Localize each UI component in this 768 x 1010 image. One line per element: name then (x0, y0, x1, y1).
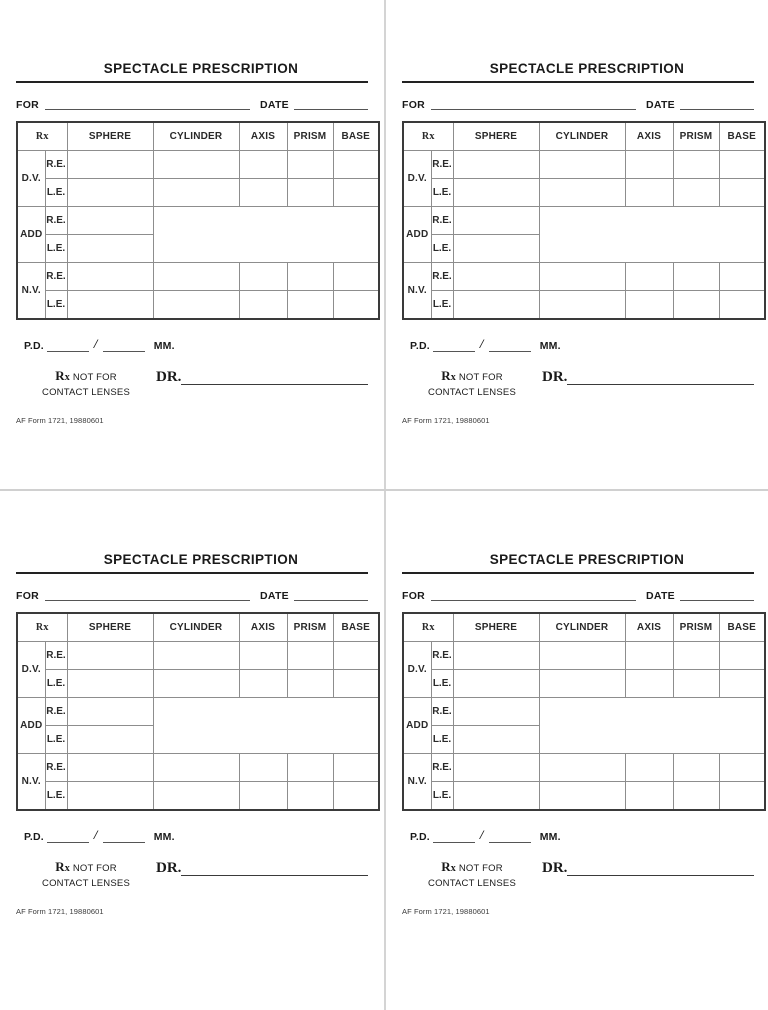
rx-symbol-icon: Rx (55, 859, 70, 875)
row-label-nv: N.V. (403, 263, 431, 320)
cell-nv-le-prism[interactable] (673, 291, 719, 320)
cell-add-merged[interactable] (539, 698, 765, 754)
pd-unit: MM. (153, 340, 175, 353)
cell-dv-le-axis[interactable] (239, 179, 287, 207)
notice-line-1: NOT FOR (458, 372, 503, 384)
page-title: SPECTACLE PRESCRIPTION (103, 552, 299, 567)
cell-dv-re-sphere[interactable] (67, 151, 153, 179)
cell-nv-re-cylinder[interactable] (153, 754, 239, 782)
cell-dv-le-base[interactable] (719, 670, 765, 698)
contact-lens-notice (402, 857, 542, 891)
cell-nv-le-base[interactable] (333, 291, 379, 320)
cell-dv-re-sphere[interactable] (453, 642, 539, 670)
cell-dv-le-prism[interactable] (287, 670, 333, 698)
cell-add-merged[interactable] (539, 207, 765, 263)
row-label-add-re: R.E. (45, 207, 67, 235)
cell-nv-re-prism[interactable] (673, 263, 719, 291)
patient-input[interactable] (45, 97, 250, 110)
prescription-form (402, 552, 757, 917)
column-header-axis: AXIS (239, 122, 287, 151)
notice-line-1: NOT FOR (72, 372, 117, 384)
doctor-signature-input[interactable] (181, 864, 368, 876)
row-label-nv: N.V. (17, 754, 45, 811)
table-row-dv-le (403, 179, 765, 207)
cell-dv-le-axis[interactable] (239, 670, 287, 698)
form-footer (16, 857, 368, 891)
pd-right-input[interactable] (433, 831, 475, 843)
rx-symbol-icon: Rx (55, 368, 70, 384)
pd-separator: / (479, 827, 484, 843)
notice-line-1: NOT FOR (72, 863, 117, 875)
cell-dv-re-base[interactable] (333, 642, 379, 670)
patient-input[interactable] (431, 97, 636, 110)
pd-label: P.D. (24, 340, 44, 353)
table-row-add-re (17, 207, 379, 235)
row-label-nv-re: R.E. (431, 263, 453, 291)
patient-label: FOR (402, 99, 426, 112)
table-header-row (403, 613, 765, 642)
cell-dv-le-prism[interactable] (673, 179, 719, 207)
table-header-row (403, 122, 765, 151)
pd-left-input[interactable] (103, 340, 145, 352)
column-header-base: BASE (333, 613, 379, 642)
row-label-nv-re: R.E. (45, 754, 67, 782)
column-header-rx: Rx (17, 122, 67, 151)
patient-input[interactable] (45, 588, 250, 601)
cell-dv-re-axis[interactable] (239, 642, 287, 670)
row-label-dv-le: L.E. (45, 670, 67, 698)
patient-label: FOR (402, 590, 426, 603)
cell-add-re-sphere[interactable] (453, 207, 539, 235)
cell-nv-le-prism[interactable] (673, 782, 719, 811)
cell-nv-re-prism[interactable] (287, 263, 333, 291)
contact-lens-notice (402, 366, 542, 400)
cell-dv-re-axis[interactable] (625, 151, 673, 179)
prescription-form-copy-2 (386, 0, 768, 489)
column-header-base: BASE (719, 613, 765, 642)
cell-nv-re-sphere[interactable] (67, 754, 153, 782)
row-label-nv-le: L.E. (431, 291, 453, 320)
cell-nv-re-base[interactable] (719, 263, 765, 291)
row-label-dv-re: R.E. (45, 642, 67, 670)
table-row-nv-re (403, 754, 765, 782)
date-label: DATE (259, 99, 289, 112)
doctor-label: DR. (156, 860, 182, 877)
row-label-dv: D.V. (403, 151, 431, 207)
cell-nv-re-axis[interactable] (625, 263, 673, 291)
column-header-cylinder: CYLINDER (539, 122, 625, 151)
cell-dv-le-cylinder[interactable] (153, 179, 239, 207)
pupillary-distance-row (402, 827, 754, 843)
cell-nv-re-base[interactable] (333, 263, 379, 291)
patient-date-row (16, 588, 368, 602)
cell-nv-le-axis[interactable] (239, 291, 287, 320)
row-label-dv-re: R.E. (45, 151, 67, 179)
pd-unit: MM. (539, 831, 561, 844)
prescription-form (16, 552, 371, 917)
row-label-add-le: L.E. (45, 726, 67, 754)
pd-label: P.D. (410, 340, 430, 353)
table-row-dv-le (17, 179, 379, 207)
cell-nv-le-axis[interactable] (625, 291, 673, 320)
column-header-sphere: SPHERE (453, 613, 539, 642)
pd-left-input[interactable] (103, 831, 145, 843)
pd-right-input[interactable] (433, 340, 475, 352)
title-rule (402, 572, 754, 575)
cell-add-le-sphere[interactable] (453, 726, 539, 754)
title-rule (16, 81, 368, 84)
patient-label: FOR (16, 99, 40, 112)
cell-add-merged[interactable] (153, 207, 379, 263)
cell-dv-re-cylinder[interactable] (153, 642, 239, 670)
notice-line-1: NOT FOR (458, 863, 503, 875)
cell-nv-re-sphere[interactable] (453, 754, 539, 782)
cell-dv-le-prism[interactable] (673, 670, 719, 698)
form-identifier: AF Form 1721, 19880601 (402, 907, 490, 917)
doctor-signature-block (156, 857, 368, 876)
cell-dv-le-cylinder[interactable] (539, 670, 625, 698)
doctor-label: DR. (542, 860, 568, 877)
cell-nv-re-axis[interactable] (239, 263, 287, 291)
prescription-form-copy-4 (386, 491, 768, 980)
date-input[interactable] (294, 588, 368, 601)
cell-dv-le-axis[interactable] (625, 670, 673, 698)
cell-nv-re-prism[interactable] (287, 754, 333, 782)
title-rule (16, 572, 368, 575)
cell-nv-le-base[interactable] (333, 782, 379, 811)
form-identifier: AF Form 1721, 19880601 (16, 416, 104, 426)
column-header-prism: PRISM (287, 122, 333, 151)
column-header-prism: PRISM (673, 122, 719, 151)
cell-dv-le-axis[interactable] (625, 179, 673, 207)
pd-label: P.D. (24, 831, 44, 844)
column-header-prism: PRISM (673, 613, 719, 642)
patient-date-row (16, 97, 368, 111)
title-rule (402, 81, 754, 84)
table-row-dv-le (403, 670, 765, 698)
row-label-add-re: R.E. (45, 698, 67, 726)
column-header-axis: AXIS (625, 122, 673, 151)
cell-dv-le-sphere[interactable] (67, 670, 153, 698)
prescription-table (402, 612, 766, 811)
cell-nv-le-sphere[interactable] (453, 782, 539, 811)
notice-line-2: CONTACT LENSES (42, 386, 130, 398)
doctor-signature-block (542, 857, 754, 876)
table-row-nv-le (403, 291, 765, 320)
cell-dv-re-cylinder[interactable] (539, 151, 625, 179)
cell-dv-re-cylinder[interactable] (153, 151, 239, 179)
cell-nv-le-cylinder[interactable] (153, 782, 239, 811)
cell-dv-re-cylinder[interactable] (539, 642, 625, 670)
pupillary-distance-row (402, 336, 754, 352)
notice-line-2: CONTACT LENSES (428, 877, 516, 889)
cell-dv-le-prism[interactable] (287, 179, 333, 207)
cell-add-le-sphere[interactable] (67, 726, 153, 754)
column-header-sphere: SPHERE (453, 122, 539, 151)
column-header-rx: Rx (403, 122, 453, 151)
pupillary-distance-row (16, 336, 368, 352)
row-label-dv-re: R.E. (431, 642, 453, 670)
cell-dv-re-base[interactable] (333, 151, 379, 179)
cell-dv-le-cylinder[interactable] (153, 670, 239, 698)
cell-nv-re-base[interactable] (719, 754, 765, 782)
cell-nv-le-sphere[interactable] (67, 782, 153, 811)
table-row-dv-re (403, 151, 765, 179)
table-row-dv-re (403, 642, 765, 670)
row-label-nv: N.V. (403, 754, 431, 811)
table-header-row (17, 122, 379, 151)
column-header-sphere: SPHERE (67, 122, 153, 151)
table-row-nv-le (403, 782, 765, 811)
prescription-table (16, 121, 380, 320)
doctor-signature-input[interactable] (567, 373, 754, 385)
row-label-dv-re: R.E. (431, 151, 453, 179)
cell-nv-le-cylinder[interactable] (539, 782, 625, 811)
cell-dv-re-base[interactable] (719, 151, 765, 179)
cell-add-re-sphere[interactable] (67, 698, 153, 726)
page-title: SPECTACLE PRESCRIPTION (489, 61, 685, 76)
cell-nv-le-prism[interactable] (287, 782, 333, 811)
table-row-nv-le (17, 782, 379, 811)
cell-nv-le-sphere[interactable] (67, 291, 153, 320)
patient-date-row (402, 588, 754, 602)
pd-left-input[interactable] (489, 831, 531, 843)
cell-nv-re-axis[interactable] (239, 754, 287, 782)
table-row-add-re (17, 698, 379, 726)
page-title: SPECTACLE PRESCRIPTION (103, 61, 299, 76)
row-label-dv: D.V. (17, 642, 45, 698)
cell-nv-re-cylinder[interactable] (153, 263, 239, 291)
cell-nv-re-sphere[interactable] (67, 263, 153, 291)
row-label-add: ADD (17, 698, 45, 754)
row-label-add-le: L.E. (45, 235, 67, 263)
cell-dv-re-prism[interactable] (287, 151, 333, 179)
date-input[interactable] (680, 588, 754, 601)
column-header-rx: Rx (403, 613, 453, 642)
form-identifier: AF Form 1721, 19880601 (402, 416, 490, 426)
cell-dv-le-base[interactable] (333, 670, 379, 698)
cell-nv-le-axis[interactable] (625, 782, 673, 811)
cell-dv-re-prism[interactable] (287, 642, 333, 670)
page-title: SPECTACLE PRESCRIPTION (489, 552, 685, 567)
row-label-add: ADD (403, 698, 431, 754)
table-row-dv-re (17, 642, 379, 670)
prescription-form-copy-3 (0, 491, 384, 980)
cell-add-le-sphere[interactable] (67, 235, 153, 263)
pd-unit: MM. (539, 340, 561, 353)
row-label-add-le: L.E. (431, 235, 453, 263)
table-header-row (17, 613, 379, 642)
date-label: DATE (645, 99, 675, 112)
doctor-signature-block (542, 366, 754, 385)
cell-add-re-sphere[interactable] (67, 207, 153, 235)
pd-right-input[interactable] (47, 340, 89, 352)
cell-nv-re-cylinder[interactable] (539, 263, 625, 291)
doctor-label: DR. (156, 369, 182, 386)
cell-nv-le-cylinder[interactable] (539, 291, 625, 320)
prescription-form-copy-1 (0, 0, 384, 489)
patient-date-row (402, 97, 754, 111)
cell-dv-re-axis[interactable] (625, 642, 673, 670)
pd-separator: / (479, 336, 484, 352)
row-label-dv-le: L.E. (431, 179, 453, 207)
cell-nv-re-axis[interactable] (625, 754, 673, 782)
rx-symbol-icon: Rx (441, 368, 456, 384)
pd-separator: / (93, 336, 98, 352)
cell-nv-le-prism[interactable] (287, 291, 333, 320)
prescription-table (16, 612, 380, 811)
column-header-base: BASE (333, 122, 379, 151)
cell-nv-le-base[interactable] (719, 291, 765, 320)
form-footer (402, 857, 754, 891)
cell-dv-re-axis[interactable] (239, 151, 287, 179)
cell-dv-le-base[interactable] (333, 179, 379, 207)
doctor-signature-block (156, 366, 368, 385)
patient-input[interactable] (431, 588, 636, 601)
row-label-dv: D.V. (403, 642, 431, 698)
row-label-add: ADD (403, 207, 431, 263)
cell-add-merged[interactable] (153, 698, 379, 754)
patient-label: FOR (16, 590, 40, 603)
cell-dv-le-sphere[interactable] (453, 670, 539, 698)
row-label-add-re: R.E. (431, 207, 453, 235)
pd-label: P.D. (410, 831, 430, 844)
column-header-prism: PRISM (287, 613, 333, 642)
prescription-table (402, 121, 766, 320)
row-label-nv-re: R.E. (431, 754, 453, 782)
column-header-rx: Rx (17, 613, 67, 642)
form-footer (402, 366, 754, 400)
column-header-cylinder: CYLINDER (539, 613, 625, 642)
date-input[interactable] (294, 97, 368, 110)
prescription-form (402, 61, 757, 426)
cell-nv-re-cylinder[interactable] (539, 754, 625, 782)
row-label-dv-le: L.E. (45, 179, 67, 207)
cell-add-re-sphere[interactable] (453, 698, 539, 726)
row-label-nv-le: L.E. (45, 782, 67, 811)
column-header-cylinder: CYLINDER (153, 122, 239, 151)
column-header-axis: AXIS (239, 613, 287, 642)
cell-dv-re-prism[interactable] (673, 642, 719, 670)
cell-dv-re-base[interactable] (719, 642, 765, 670)
cell-dv-le-sphere[interactable] (453, 179, 539, 207)
contact-lens-notice (16, 857, 156, 891)
column-header-axis: AXIS (625, 613, 673, 642)
cell-dv-re-sphere[interactable] (67, 642, 153, 670)
table-row-nv-le (17, 291, 379, 320)
cell-dv-le-base[interactable] (719, 179, 765, 207)
row-label-dv-le: L.E. (431, 670, 453, 698)
pd-left-input[interactable] (489, 340, 531, 352)
notice-line-2: CONTACT LENSES (42, 877, 130, 889)
column-header-cylinder: CYLINDER (153, 613, 239, 642)
cell-dv-le-sphere[interactable] (67, 179, 153, 207)
row-label-nv-le: L.E. (431, 782, 453, 811)
doctor-signature-input[interactable] (567, 864, 754, 876)
cell-dv-le-cylinder[interactable] (539, 179, 625, 207)
form-footer (16, 366, 368, 400)
table-row-nv-re (17, 263, 379, 291)
pd-right-input[interactable] (47, 831, 89, 843)
cell-nv-re-base[interactable] (333, 754, 379, 782)
prescription-form (16, 61, 371, 426)
pupillary-distance-row (16, 827, 368, 843)
cell-nv-re-sphere[interactable] (453, 263, 539, 291)
cell-nv-le-base[interactable] (719, 782, 765, 811)
cell-nv-le-sphere[interactable] (453, 291, 539, 320)
contact-lens-notice (16, 366, 156, 400)
cell-nv-re-prism[interactable] (673, 754, 719, 782)
row-label-dv: D.V. (17, 151, 45, 207)
row-label-add-le: L.E. (431, 726, 453, 754)
doctor-label: DR. (542, 369, 568, 386)
row-label-nv-le: L.E. (45, 291, 67, 320)
cell-dv-re-sphere[interactable] (453, 151, 539, 179)
column-header-sphere: SPHERE (67, 613, 153, 642)
cell-dv-re-prism[interactable] (673, 151, 719, 179)
table-row-dv-le (17, 670, 379, 698)
cell-nv-le-cylinder[interactable] (153, 291, 239, 320)
table-row-dv-re (17, 151, 379, 179)
row-label-nv-re: R.E. (45, 263, 67, 291)
date-label: DATE (259, 590, 289, 603)
column-header-base: BASE (719, 122, 765, 151)
rx-symbol-icon: Rx (441, 859, 456, 875)
table-row-nv-re (403, 263, 765, 291)
pd-separator: / (93, 827, 98, 843)
row-label-add-re: R.E. (431, 698, 453, 726)
date-input[interactable] (680, 97, 754, 110)
table-row-add-re (403, 698, 765, 726)
form-identifier: AF Form 1721, 19880601 (16, 907, 104, 917)
table-row-nv-re (17, 754, 379, 782)
date-label: DATE (645, 590, 675, 603)
row-label-add: ADD (17, 207, 45, 263)
row-label-nv: N.V. (17, 263, 45, 320)
notice-line-2: CONTACT LENSES (428, 386, 516, 398)
table-row-add-re (403, 207, 765, 235)
cell-add-le-sphere[interactable] (453, 235, 539, 263)
doctor-signature-input[interactable] (181, 373, 368, 385)
pd-unit: MM. (153, 831, 175, 844)
cell-nv-le-axis[interactable] (239, 782, 287, 811)
